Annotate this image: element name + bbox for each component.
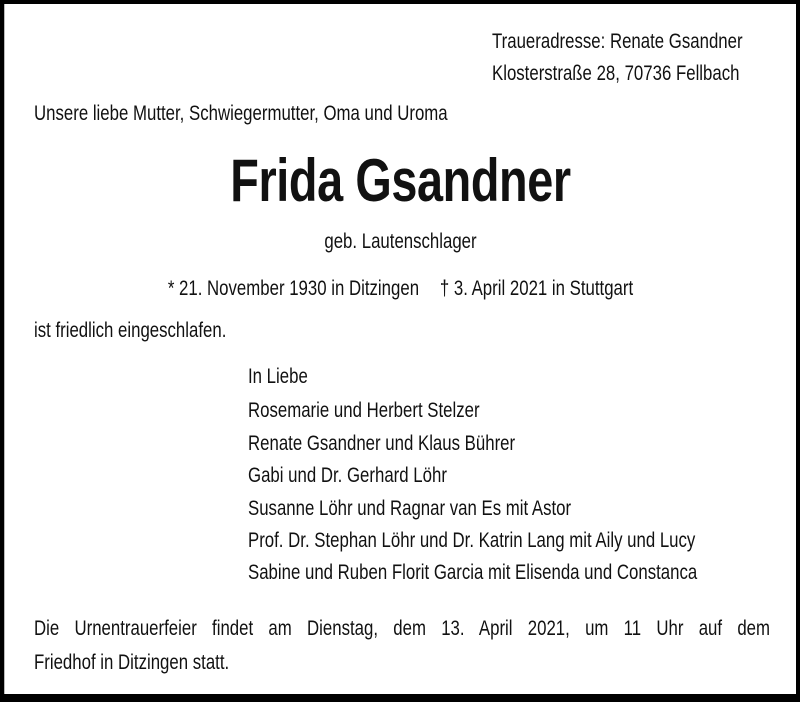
obituary-notice <box>4 4 796 694</box>
ceremony-paragraph <box>34 612 770 680</box>
death-date: † 3. April 2021 in Stuttgart <box>439 277 634 300</box>
mourner-line: Rosemarie und Herbert Stelzer <box>248 399 480 422</box>
mourners-heading: In Liebe <box>248 365 308 388</box>
mourner-line: Renate Gsandner und Klaus Bührer <box>248 432 516 455</box>
mourner-line: Gabi und Dr. Gerhard Löhr <box>248 464 447 487</box>
deceased-name: Frida Gsandner <box>230 147 571 214</box>
ceremony-line-2: Friedhof in Ditzingen statt. <box>34 651 230 674</box>
birth-date: * 21. November 1930 in Ditzingen <box>167 277 420 300</box>
birth-name: geb. Lautenschlager <box>324 230 477 253</box>
mourner-line: Prof. Dr. Stephan Löhr und Dr. Katrin Lang mit Aily und Lucy <box>248 529 696 552</box>
address-line-1: Traueradresse: Renate Gsandner <box>492 30 743 53</box>
statement-text: ist friedlich eingeschlafen. <box>34 319 227 342</box>
mourner-line: Susanne Löhr und Ragnar van Es mit Astor <box>248 497 572 520</box>
intro-text: Unsere liebe Mutter, Schwiegermutter, Oma und Uroma <box>34 102 448 125</box>
ceremony-line-1: Die Urnentrauerfeier findet am Dienstag, dem 13. April 2021, um 11 Uhr auf dem <box>34 617 770 640</box>
life-dates <box>84 278 717 299</box>
address-line-2: Klosterstraße 28, 70736 Fellbach <box>492 62 740 85</box>
mourner-line: Sabine und Ruben Florit Garcia mit Elisenda und Constanca <box>248 561 698 584</box>
